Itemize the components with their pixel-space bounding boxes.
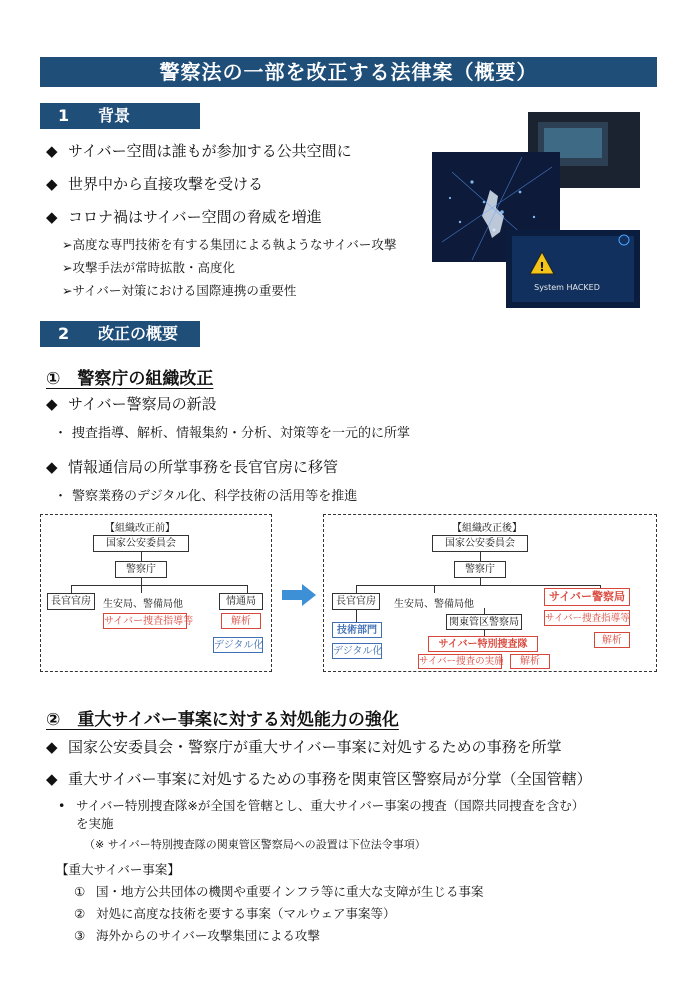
diamond-icon: ◆ (46, 770, 58, 788)
part-2-bullet-2: ◆ 重大サイバー事案に対処するための事務を関東管区警察局が分掌（全国管轄） (46, 770, 592, 788)
part-2-dot-line-2: を実施 (76, 816, 114, 831)
sub-bullet-2: ➢攻撃手法が常時拡散・高度化 (62, 260, 235, 275)
org-after-digital: デジタル化 (332, 643, 382, 659)
org-before-cyber-guidance: サイバー捜査指導等 (103, 613, 187, 629)
org-before-chokan: 長官官房 (47, 593, 95, 610)
photo-caption: System HACKED (534, 283, 600, 292)
org-after-tech: 技術部門 (332, 622, 382, 638)
serious-cyber-item-1: ① 国・地方公共団体の機関や重要インフラ等に重大な支障が生じる事案 (74, 884, 484, 899)
diamond-icon: ◆ (46, 175, 58, 193)
org-after-kanto: 関東管区警察局 (446, 614, 522, 630)
diamond-icon: ◆ (46, 208, 58, 226)
org-before-seian: 生安局、警備局他 (103, 599, 183, 610)
bullet-2: ◆ 世界中から直接攻撃を受ける (46, 175, 264, 193)
org-after-cyber-bureau: サイバー警察局 (544, 588, 630, 606)
part-2-dot-line-1: • サイバー特別捜査隊※が全国を管轄とし、重大サイバー事案の捜査（国際共同捜査を含む） (58, 798, 585, 813)
sub-bullet-3: ➢サイバー対策における国際連携の重要性 (62, 283, 297, 298)
page-title: 警察法の一部を改正する法律案（概要） (40, 57, 657, 87)
bullet-1: ◆ サイバー空間は誰もが参加する公共空間に (46, 142, 352, 160)
bullet-3: ◆ コロナ禍はサイバー空間の脅威を増進 (46, 208, 322, 226)
org-after-chokan: 長官官房 (332, 593, 380, 610)
section-2-label: 改正の概要 (98, 324, 179, 343)
sub-bullet-1: ➢高度な専門技術を有する集団による執ようなサイバー攻撃 (62, 237, 397, 252)
org-after-agency: 警察庁 (454, 561, 506, 578)
org-before-commission: 国家公安委員会 (93, 535, 189, 552)
section-2-header (40, 321, 200, 347)
part-2-bullet-1: ◆ 国家公安委員会・警察庁が重大サイバー事案に対処するための事務を所掌 (46, 738, 562, 756)
org-after-seian: 生安局、警備局他 (394, 599, 474, 610)
part-1-dot-1: ・ 捜査指導、解析、情報集約・分析、対策等を一元的に所掌 (54, 426, 411, 441)
part-1-bullet-2: ◆ 情報通信局の所掌事務を長官官房に移管 (46, 458, 339, 476)
org-before-analysis: 解析 (221, 613, 261, 629)
section-2-number: 2 (58, 324, 70, 343)
arrow-right-icon: ➢ (62, 237, 73, 252)
diamond-icon: ◆ (46, 458, 58, 476)
section-1-header (40, 103, 200, 129)
diamond-icon: ◆ (46, 738, 58, 756)
org-after-analysis-2: 解析 (594, 632, 630, 648)
arrow-right-icon (282, 584, 316, 606)
section-1-label: 背景 (98, 106, 131, 125)
part-1-heading: ① 警察庁の組織改正 (46, 369, 214, 389)
arrow-right-icon: ➢ (62, 260, 73, 275)
diamond-icon: ◆ (46, 142, 58, 160)
part-1-bullet-1: ◆ サイバー警察局の新設 (46, 395, 217, 413)
serious-cyber-list-title: 【重大サイバー事案】 (56, 862, 180, 877)
org-before-agency: 警察庁 (115, 561, 167, 578)
serious-cyber-item-2: ② 対処に高度な技術を要する事案（マルウェア事案等） (74, 906, 396, 921)
org-after-special-unit: サイバー特別捜査隊 (428, 636, 538, 652)
serious-cyber-item-3: ③ 海外からのサイバー攻撃集団による攻撃 (74, 928, 320, 943)
org-after-investigation: サイバー捜査の実施 (419, 656, 504, 667)
org-chart-after (323, 514, 657, 672)
section-1-number: 1 (58, 106, 70, 125)
org-chart-before (40, 514, 272, 672)
diamond-icon: ◆ (46, 395, 58, 413)
part-1-dot-2: ・ 警察業務のデジタル化、科学技術の活用等を推進 (54, 489, 358, 504)
org-after-commission: 国家公安委員会 (432, 535, 528, 552)
org-before-joho: 情通局 (219, 593, 263, 610)
svg-text:!: ! (539, 260, 545, 274)
org-after-analysis-1: 解析 (510, 654, 550, 669)
org-before-label: 【組織改正前】 (105, 523, 175, 534)
part-2-note: （※ サイバー特別捜査隊の関東管区警察局への設置は下位法令事項） (84, 838, 426, 851)
cyber-attack-photo (432, 112, 640, 308)
arrow-right-icon: ➢ (62, 283, 73, 298)
org-after-label: 【組織改正後】 (452, 523, 522, 534)
part-2-heading: ② 重大サイバー事案に対する対処能力の強化 (46, 710, 399, 730)
org-before-digital: デジタル化 (213, 637, 263, 653)
org-after-cyber-guidance: サイバー捜査指導等 (544, 610, 630, 626)
